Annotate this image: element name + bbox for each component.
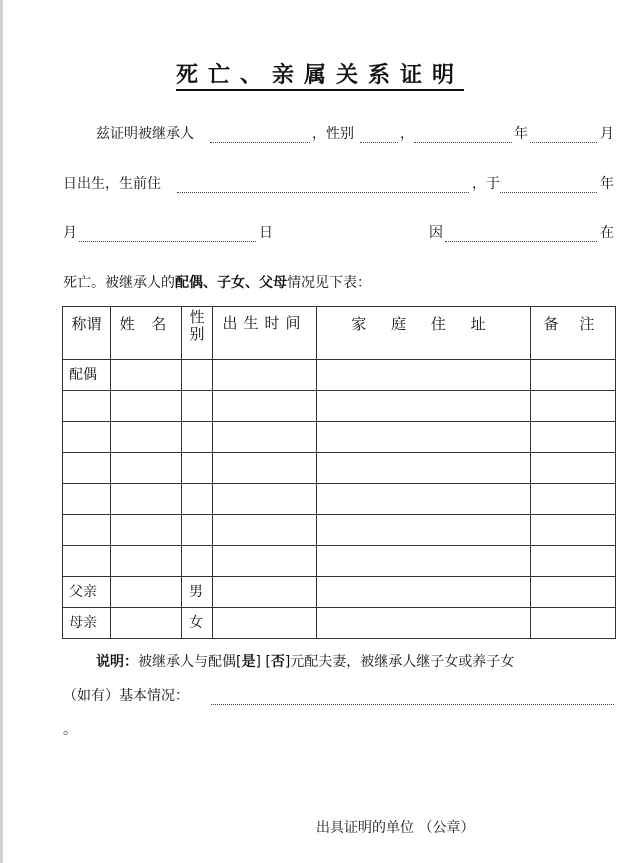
remarks-cell[interactable] [531,391,616,422]
birth-month-blank[interactable] [530,141,597,143]
cause-blank[interactable] [445,240,597,242]
relation-label [63,453,110,457]
table-row [63,546,616,577]
relation-label [63,515,110,519]
document-title: 死亡、亲属关系证明 [0,58,640,89]
year-label: 年 [514,126,528,142]
gender-cell[interactable] [182,360,213,391]
relation-cell[interactable] [63,391,111,422]
name-cell[interactable] [111,422,182,453]
step-children-blank[interactable] [211,703,614,705]
name-cell[interactable] [111,546,182,577]
birth-time-cell[interactable] [213,422,317,453]
place-label: 在 [600,225,614,241]
remarks-cell[interactable] [531,515,616,546]
no-option[interactable]: 否 [270,654,285,670]
table-row [63,484,616,515]
name-cell[interactable] [111,577,182,608]
header-name: 姓 名 [111,307,182,360]
address-cell[interactable] [317,608,531,639]
yes-option[interactable]: 是 [241,654,256,670]
death-month-label: 月 [63,225,77,241]
address-cell[interactable] [317,515,531,546]
note-text: 被继承人与配偶[ [138,654,242,670]
remarks-cell[interactable] [531,577,616,608]
gender-label [182,422,212,426]
gender-label [182,546,212,550]
address-cell[interactable] [317,484,531,515]
table-row [63,577,616,608]
heir-name-blank[interactable] [210,141,310,143]
gender-label [182,484,212,488]
remarks-cell[interactable] [531,453,616,484]
address-cell[interactable] [317,391,531,422]
birth-time-cell[interactable] [213,608,317,639]
note-label: 说明： [96,654,138,670]
death-month-blank[interactable] [79,240,256,242]
gender-blank[interactable] [360,141,398,143]
relation-cell[interactable] [63,546,111,577]
relation-label [63,422,110,426]
address-cell[interactable] [317,360,531,391]
death-year-blank[interactable] [500,191,597,193]
birth-time-cell[interactable] [213,453,317,484]
birth-time-cell[interactable] [213,484,317,515]
gender-cell[interactable] [182,422,213,453]
birth-time-cell[interactable] [213,360,317,391]
relatives-intro-text: 死亡。被继承人的 [63,275,175,291]
gender-label [182,515,212,519]
at-text: ，于 [472,176,500,192]
relatives-intro-suffix: 情况见下表： [287,275,371,291]
relation-cell[interactable] [63,515,111,546]
relation-cell[interactable] [63,608,111,639]
gender-label: 女 [189,615,203,631]
cause-label: 因 [429,225,443,241]
address-cell[interactable] [317,546,531,577]
gender-cell[interactable] [182,546,213,577]
relation-label: 母亲 [69,615,97,631]
gender-cell[interactable] [182,608,213,639]
issuer-seal: 出具证明的单位 （公章） [316,820,475,836]
name-cell[interactable] [111,453,182,484]
residence-blank[interactable] [177,191,469,193]
name-cell[interactable] [111,484,182,515]
note-line-1 [96,652,514,672]
table-row [63,422,616,453]
table-row [63,453,616,484]
gender-label: ，性别 [312,126,354,142]
page-border [0,0,3,863]
remarks-cell[interactable] [531,484,616,515]
gender-label [182,453,212,457]
relation-cell[interactable] [63,422,111,453]
name-cell[interactable] [111,608,182,639]
note-text-continued: ]元配夫妻，被继承人继子女或养子女 [284,654,515,670]
address-cell[interactable] [317,577,531,608]
name-cell[interactable] [111,515,182,546]
death-year-label: 年 [600,176,614,192]
birth-year-blank[interactable] [414,141,512,143]
relation-label [63,546,110,550]
table-row [63,515,616,546]
table-header-row [63,307,616,360]
header-address: 家 庭 住 址 [317,307,531,360]
note-end: 。 [63,722,77,738]
birth-time-cell[interactable] [213,391,317,422]
relation-cell[interactable] [63,360,111,391]
table-row [63,608,616,639]
birth-time-cell[interactable] [213,546,317,577]
note-separator: ] [ [255,654,271,670]
relation-cell[interactable] [63,453,111,484]
gender-cell[interactable] [182,391,213,422]
relation-label: 配偶 [69,367,97,383]
gender-label: 男 [189,584,203,600]
month-label: 月 [600,126,614,142]
remarks-cell[interactable] [531,546,616,577]
gender-cell[interactable] [182,577,213,608]
birth-time-cell[interactable] [213,515,317,546]
birth-time-cell[interactable] [213,577,317,608]
address-cell[interactable] [317,453,531,484]
header-relation: 称谓 [63,307,111,360]
relation-label: 父亲 [69,584,97,600]
remarks-cell[interactable] [531,608,616,639]
name-cell[interactable] [111,391,182,422]
name-cell[interactable] [111,360,182,391]
birth-text: 日出生，生前住 [63,176,161,192]
table-row [63,391,616,422]
gender-label [182,360,212,364]
header-gender: 性别 [182,307,213,360]
remarks-cell[interactable] [531,360,616,391]
relation-label [63,391,110,395]
comma-text: ， [400,126,414,142]
relation-cell[interactable] [63,577,111,608]
relatives-intro [63,273,371,293]
relation-label [63,484,110,488]
intro-text: 兹证明被继承人 [96,126,194,142]
gender-label [182,391,212,395]
table-row [63,360,616,391]
relatives-table [62,306,616,639]
day-label: 日 [259,225,273,241]
gender-cell[interactable] [182,515,213,546]
remarks-cell[interactable] [531,422,616,453]
gender-cell[interactable] [182,484,213,515]
header-birth-time: 出生时间 [213,307,317,360]
relatives-types: 配偶、子女、父母 [175,275,287,291]
address-cell[interactable] [317,422,531,453]
gender-cell[interactable] [182,453,213,484]
relation-cell[interactable] [63,484,111,515]
header-remarks: 备 注 [531,307,616,360]
note-line-2: （如有）基本情况： [63,688,189,704]
